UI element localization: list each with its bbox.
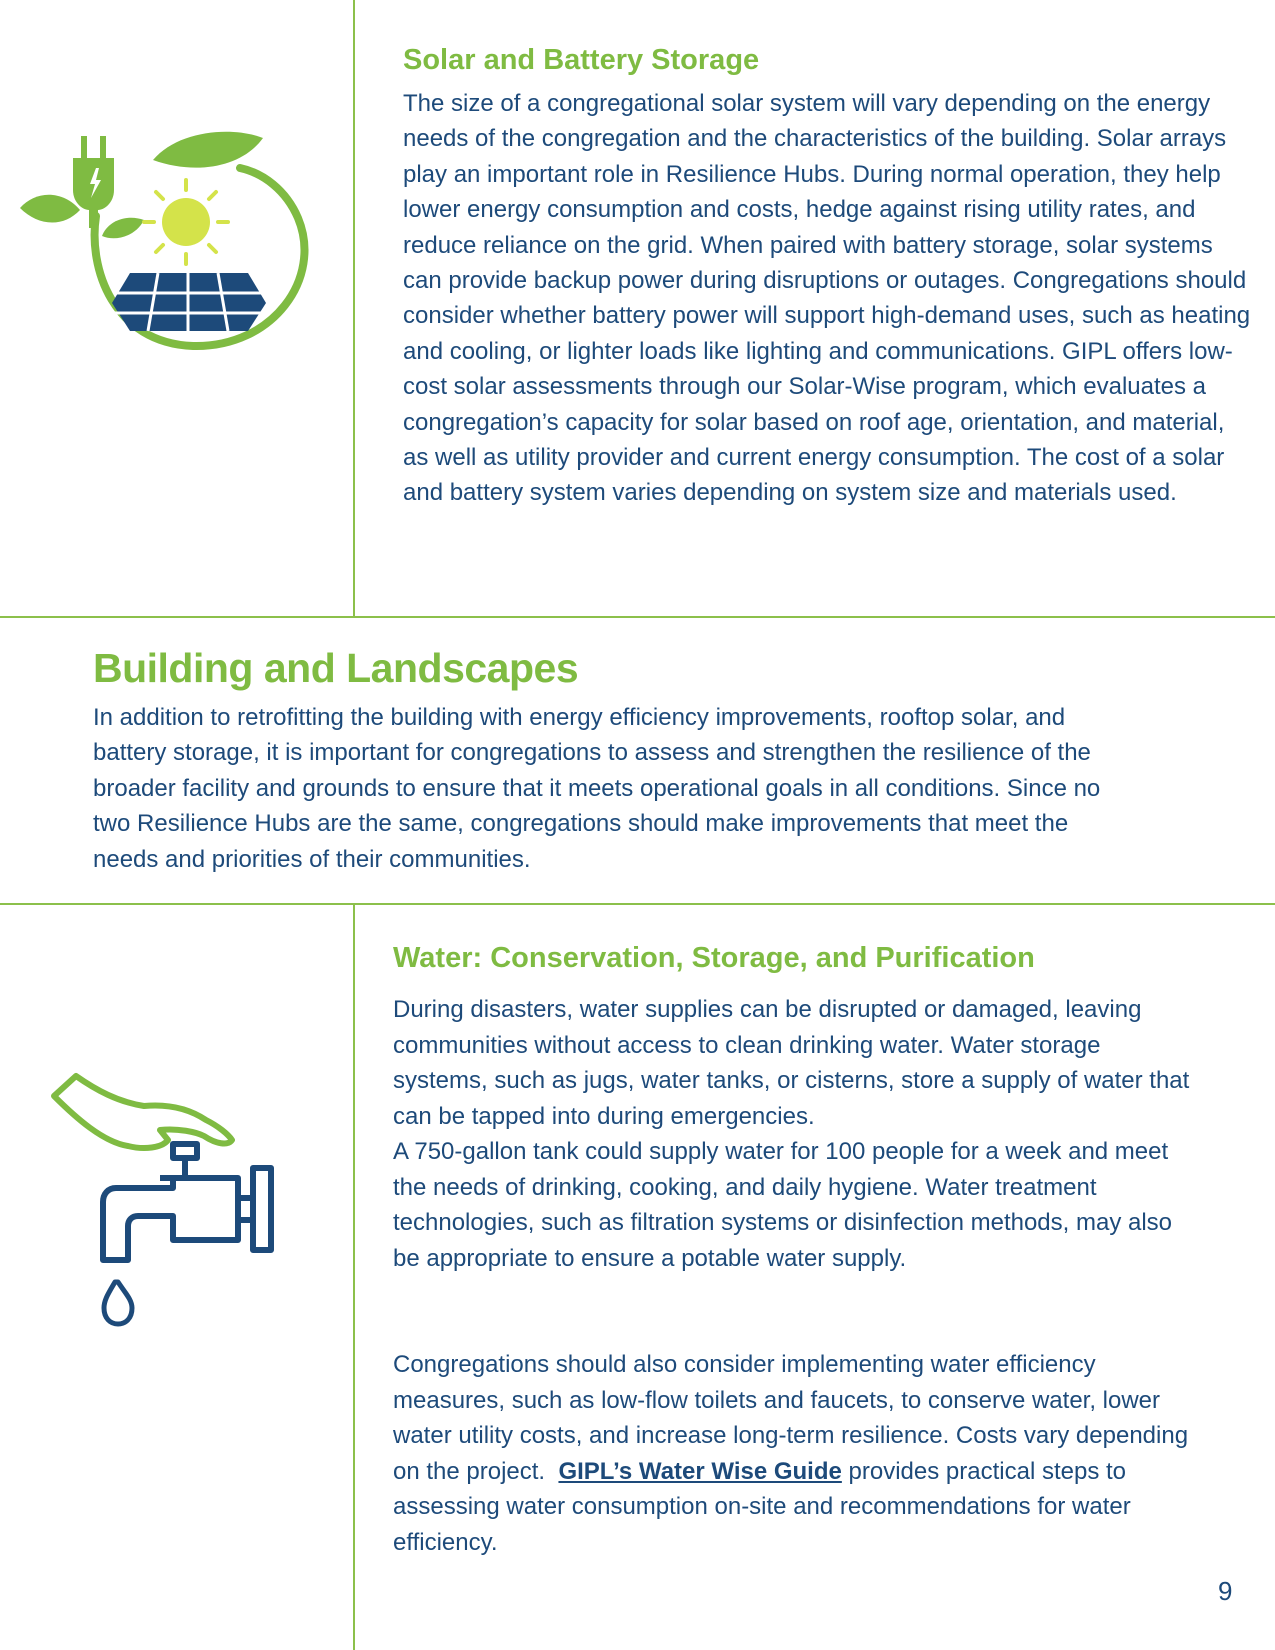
water-paragraph-2-text: Congregations should also consider implementing water efficiency measures, such as low-flow toilets and faucets, to conserve water, lower water utility costs, and increase long-term resilience. Costs vary depending on the project. — [393, 1351, 1189, 1485]
water-paragraph-1a: During disasters, water supplies can be disrupted or damaged, leaving communities without access to clean drinking water. Water storage systems, such as jugs, water tanks, or cisterns, store a supply of water that can be tapped into during emergencies. — [393, 996, 1190, 1130]
water-paragraph-1b: A 750-gallon tank could supply water for 100 people for a week and meet the needs of drinking, cooking, and daily hygiene. Water treatment technologies, such as filtration systems or disinfection methods, may also be appropriate to ensure a potable water supply. — [393, 1138, 1173, 1272]
horizontal-divider-1 — [0, 616, 1275, 618]
water-wise-guide-link[interactable]: GIPL’s Water Wise Guide — [558, 1457, 842, 1485]
vertical-divider-bottom — [353, 904, 355, 1650]
solar-heading: Solar and Battery Storage — [403, 44, 760, 76]
water-paragraph-2-text-end: provides practical steps to assessing water consumption on-site and recommendations for water efficiency. — [393, 1457, 1131, 1556]
solar-paragraph: The size of a congregational solar system will vary depending on the energy needs of the congregation and the characteristics of the building. Solar arrays play an important role in Resilience Hubs. During normal operation, they help lower energy consumption and costs, hedge against rising utility rates, and reduce reliance on the grid. When paired with battery storage, solar systems can provide backup power during disruptions or outages. Congregations should consider whether battery power will support high-demand uses, such as heating and cooling, or lighter loads like lighting and communications. GIPL offers low-cost solar assessments through our Solar-Wise program, which evaluates a congregation’s capacity for solar based on roof age, orientation, and material, as well as utility provider and current energy consumption. The cost of a solar and battery system varies depending on system size and materials used. — [403, 90, 1251, 507]
water-heading: Water: Conservation, Storage, and Purification — [393, 942, 1035, 974]
building-paragraph: In addition to retrofitting the building with energy efficiency improvements, rooftop solar, and battery storage, it is important for congregations to assess and strengthen the resilience of the broader facility and grounds to ensure that it meets operational goals in all conditions. Since no two Resilience Hubs are the same, congregations should make improvements that meet the needs and priorities of their communities. — [93, 704, 1101, 873]
horizontal-divider-2 — [0, 903, 1275, 905]
water-paragraph-2 — [393, 1347, 1211, 1560]
page-number: 9 — [1218, 1576, 1233, 1606]
water-tap-icon — [48, 1070, 288, 1335]
building-heading: Building and Landscapes — [93, 645, 579, 691]
solar-plug-icon — [18, 128, 318, 358]
vertical-divider-top — [353, 0, 355, 617]
